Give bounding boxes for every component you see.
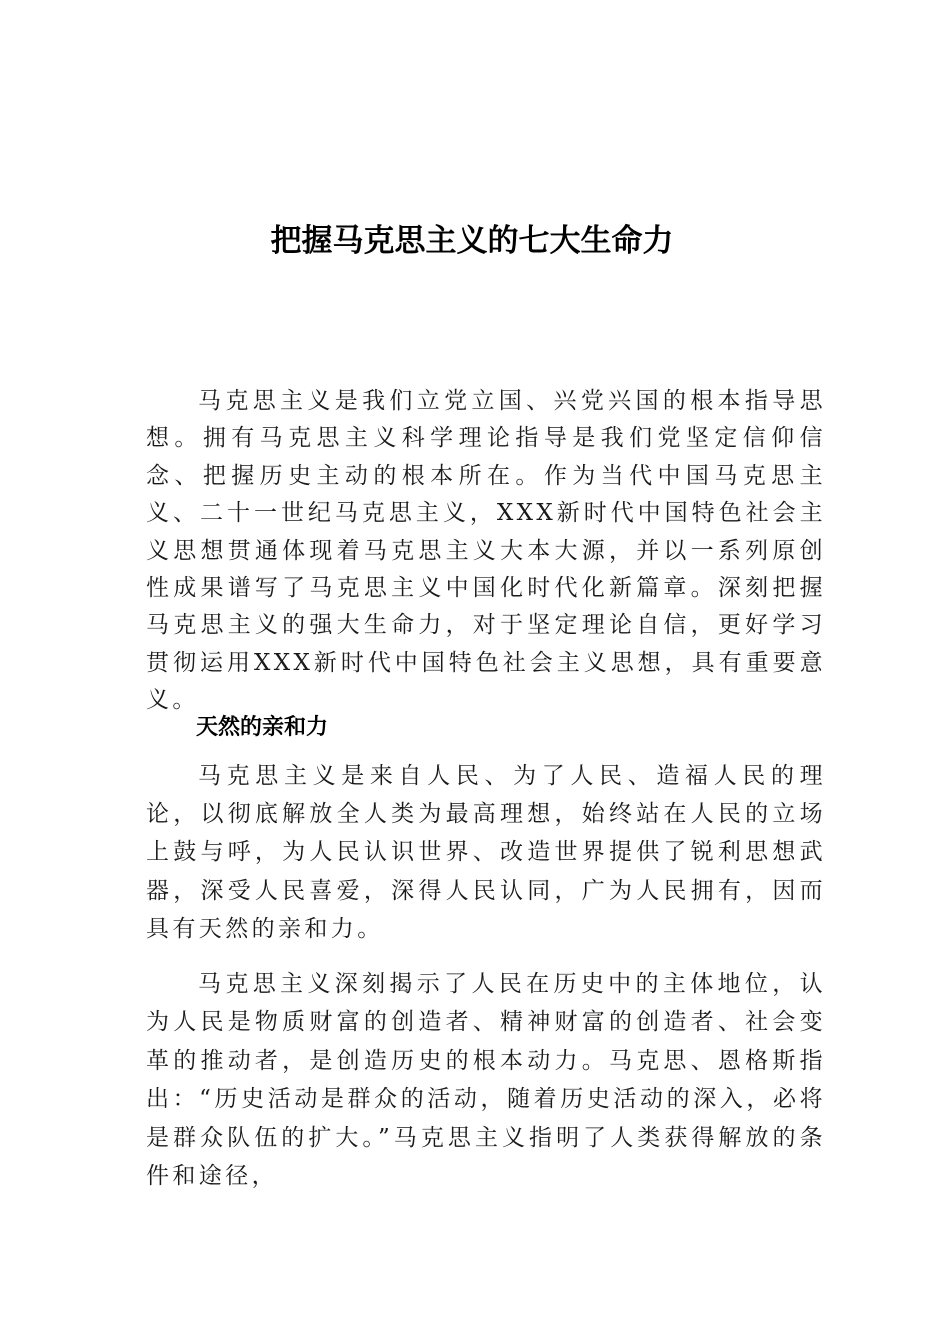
section-paragraph-2: 马克思主义深刻揭示了人民在历史中的主体地位，认为人民是物质财富的创造者、精神财富的创造者、社会变革的推动者，是创造历史的根本动力。马克思、恩格斯指出：“历史活动是群众的活动，随着历史活动的深入，必将是群众队伍的扩大。”马克思主义指明了人类获得解放的条件和途径， xyxy=(146,971,826,1190)
document-title: 把握马克思主义的七大生命力 xyxy=(270,223,674,259)
intro-paragraph: 马克思主义是我们立党立国、兴党兴国的根本指导思想。拥有马克思主义科学理论指导是我们党坚定信仰信念、把握历史主动的根本所在。作为当代中国马克思主义、二十一世纪马克思主义，XXX新时代中国特色社会主义思想贯通体现着马克思主义大本大源，并以一系列原创性成果谱写了马克思主义中国化时代化新篇章。深刻把握马克思主义的强大生命力，对于坚定理论自信，更好学习贯彻运用XXX新时代中国特色社会主义思想，具有重要意义。 xyxy=(146,388,826,714)
section-paragraph-1: 马克思主义是来自人民、为了人民、造福人民的理论，以彻底解放全人类为最高理想，始终站在人民的立场上鼓与呼，为人民认识世界、改造世界提供了锐利思想武器，深受人民喜爱，深得人民认同，广为人民拥有，因而具有天然的亲和力。 xyxy=(146,763,826,942)
section-heading: 天然的亲和力 xyxy=(196,715,329,740)
